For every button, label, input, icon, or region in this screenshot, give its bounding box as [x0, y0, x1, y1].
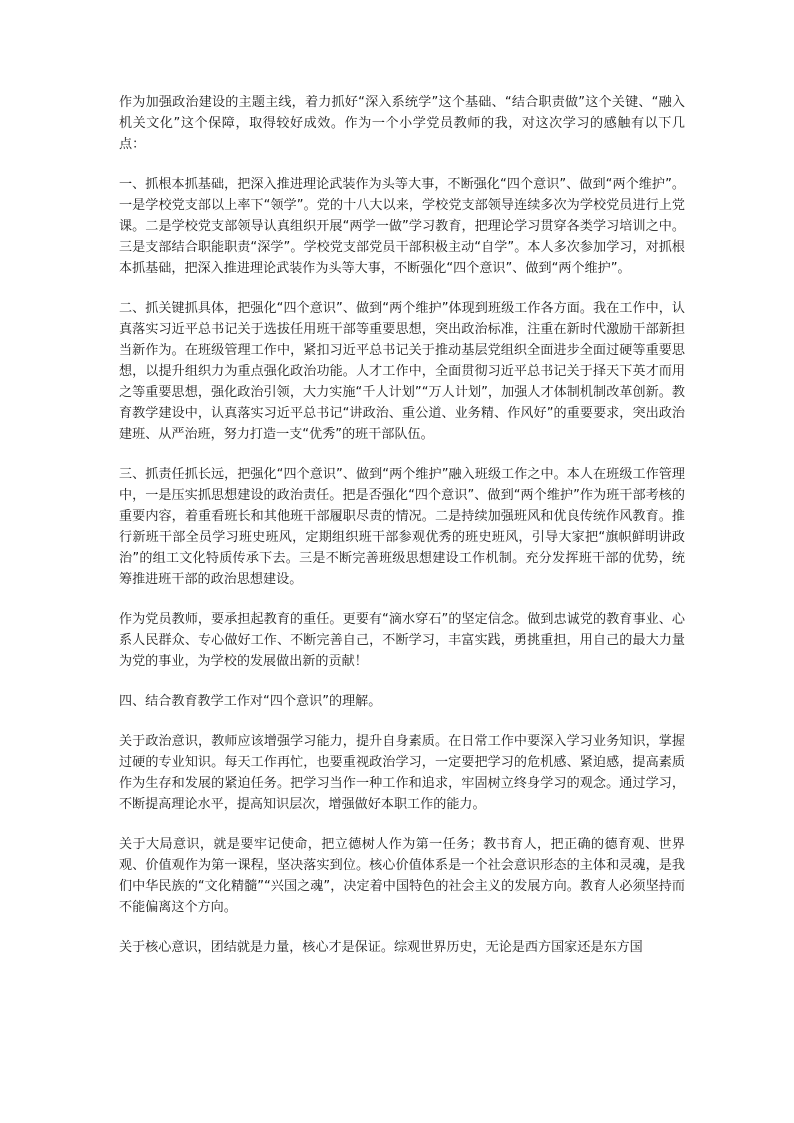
section-two-paragraph: 二、抓关键抓具体，把强化“四个意识”、做到“两个维护”体现到班级工作各方面。我在工作中，认真落实习近平总书记关于选拔任用班干部等重要思想，突出政治标准，注重在新时代激励干部新担当新作为。在班级管理工作中，紧扣习近平总书记关于推动基层党组织全面进步全面过硬等重要思想，以提升组织力为重点强化政治功能。人才工作中，全面贯彻习近平总书记关于择天下英才而用之等重要思想，强化政治引领，大力实施“千人计划”“万人计划”，加强人才体制机制改革创新。教育教学建设中，认真落实习近平总书记“讲政治、重公道、业务精、作风好”的重要要求，突出政治建班、从严治班，努力打造一支“优秀”的班干部队伍。 — [119, 301, 685, 442]
intro-paragraph: 作为加强政治建设的主题主线，着力抓好“深入系统学”这个基础、“结合职责做”这个关键、“融入机关文化”这个保障，取得较好成效。作为一个小学党员教师的我，对这次学习的感触有以下几点： — [119, 95, 685, 152]
teacher-commitment-paragraph: 作为党员教师，要承担起教育的重任。更要有“滴水穿石”的坚定信念。做到忠诚党的教育事业、心系人民群众、专心做好工作、不断完善自己，不断学习，丰富实践，勇挑重担，用自己的最大力量为党的事业，为学校的发展做出新的贡献！ — [119, 612, 685, 669]
section-three-paragraph: 三、抓责任抓长远，把强化“四个意识”、做到“两个维护”融入班级工作之中。本人在班级工作管理中，一是压实抓思想建设的政治责任。把是否强化“四个意识”、做到“两个维护”作为班干部考核的重要内容，着重看班长和其他班干部履职尽责的情况。二是持续加强班风和优良传统作风教育。推行新班干部全员学习班史班风，定期组织班干部参观优秀的班史班风，引导大家把“旗帜鲜明讲政治”的组工文化特质传承下去。三是不断完善班级思想建设工作机制。充分发挥班干部的优势，统筹推进班干部的政治思想建设。 — [119, 467, 685, 587]
document-body — [119, 92, 685, 958]
core-awareness-paragraph: 关于核心意识，团结就是力量，核心才是保证。综观世界历史，无论是西方国家还是东方国 — [119, 940, 643, 955]
political-awareness-paragraph: 关于政治意识，教师应该增强学习能力，提升自身素质。在日常工作中要深入学习业务知识，掌握过硬的专业知识。每天工作再忙，也要重视政治学习，一定要把学习的危机感、紧迫感，提高素质作为生存和发展的紧迫任务。把学习当作一种工作和追求，牢固树立终身学习的观念。通过学习，不断提高理论水平，提高知识层次，增强做好本职工作的能力。 — [119, 734, 685, 812]
section-one-paragraph: 一、抓根本抓基础，把深入推进理论武装作为头等大事，不断强化“四个意识”、做到“两个维护”。一是学校党支部以上率下“领学”。党的十八大以来，学校党支部领导连续多次为学校党员进行上党课。二是学校党支部领导认真组织开展“两学一做”学习教育，把理论学习贯穿各类学习培训之中。三是支部结合职能职责“深学”。学校党支部党员干部积极主动“自学”。本人多次参加学习，对抓根本抓基础，把深入推进理论武装作为头等大事，不断强化“四个意识”、做到“两个维护”。 — [119, 177, 685, 276]
overall-awareness-paragraph: 关于大局意识，就是要牢记使命，把立德树人作为第一任务；教书育人，把正确的德育观、世界观、价值观作为第一课程，坚决落实到位。核心价值体系是一个社会意识形态的主体和灵魂，是我们中华民族的“文化精髓”“兴国之魂”，决定着中国特色的社会主义的发展方向。教育人必须坚持而不能偏离这个方向。 — [119, 837, 685, 915]
section-four-heading: 四、结合教育教学工作对“四个意识”的理解。 — [119, 694, 382, 709]
